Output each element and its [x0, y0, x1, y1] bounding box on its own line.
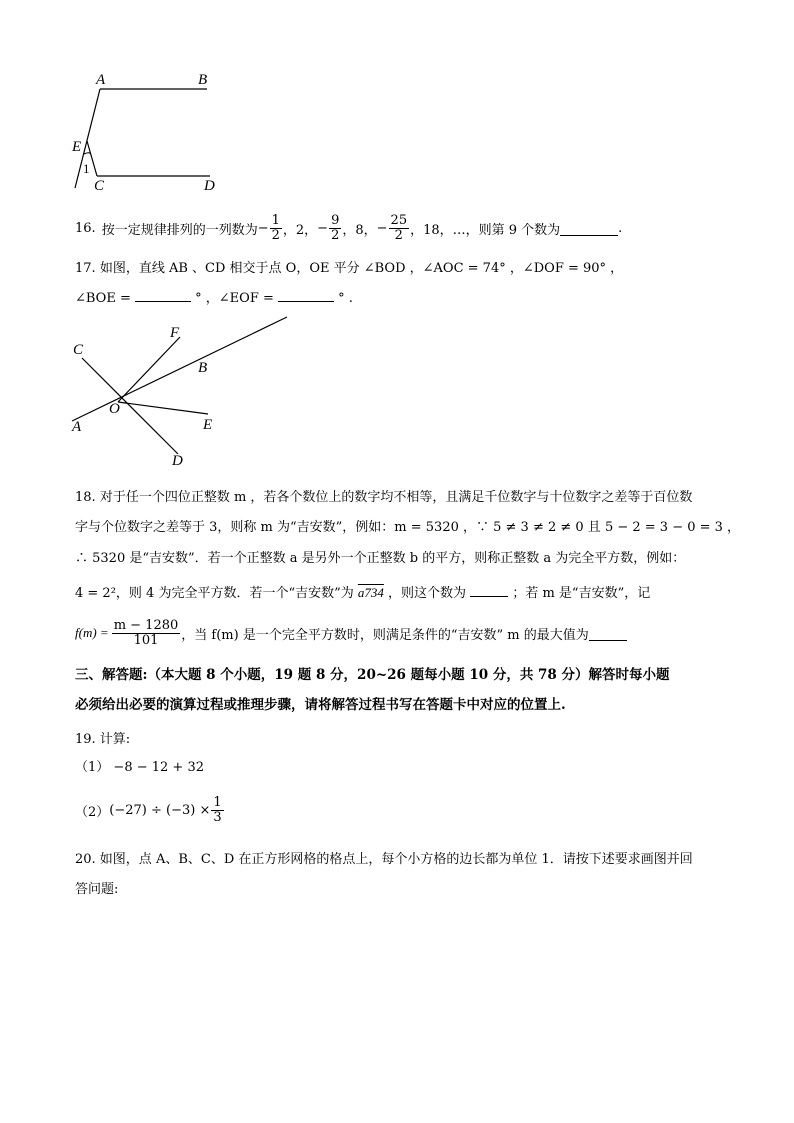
- section-3-heading-line2: 必须给出必要的演算过程或推理步骤，请将解答过程书写在答题卡中对应的位置上.: [75, 697, 566, 713]
- q17-answer-blank-2[interactable]: [278, 287, 334, 302]
- q18-f-lhs: f(m) =: [75, 625, 109, 640]
- q16-term1: $\frac{1}{2}$: [271, 212, 280, 243]
- q16-lead: 按一定规律排列的一列数为: [101, 222, 258, 238]
- q18-overline-number: a734: [357, 585, 384, 600]
- label-C: C: [73, 342, 84, 358]
- label-A: A: [72, 419, 82, 435]
- q18-text-line3: ∴ 5320 是“吉安数”．若一个正整数 a 是另外一个正整数 b 的平方，则称正整数 a 为完全平方数，例如：: [75, 551, 686, 566]
- q18-answer-blank-2[interactable]: [589, 626, 627, 641]
- label-angle-1: 1: [83, 161, 90, 176]
- q16-term5: $\frac{25}{2}$: [390, 212, 408, 243]
- q19-p1-expression: −8 − 12 + 32: [113, 760, 204, 775]
- question-17-line1: [75, 257, 623, 276]
- label-E: E: [72, 139, 82, 155]
- q18-text-line4c: ；若 m 是“吉安数”，记: [512, 586, 651, 601]
- q17-text-line2a: ∠BOE =: [75, 291, 131, 306]
- label-C: C: [94, 178, 105, 194]
- question-20-line2: 答问题:: [75, 882, 119, 897]
- question-19-title: 19. 计算:: [75, 732, 131, 747]
- q16-term2: ，2，: [282, 222, 318, 238]
- q18-text-line4a: 4 = 2²，则 4 为完全平方数．若一个“吉安数”为: [75, 586, 354, 601]
- question-17-line2: [75, 287, 353, 306]
- q18-answer-blank-1[interactable]: [470, 582, 508, 597]
- figure-q17: [60, 312, 300, 472]
- question-19-part1: [75, 756, 204, 775]
- q16-answer-blank[interactable]: [560, 221, 618, 236]
- q18-text-line4b: ，则这个数为: [388, 586, 467, 601]
- label-O: O: [109, 401, 120, 417]
- label-B: B: [198, 72, 208, 88]
- question-19-part2: [75, 790, 225, 830]
- label-D: D: [172, 453, 183, 469]
- q18-text-line5b: ，当 f(m) 是一个完全平方数时，则满足条件的“吉安数” m 的最大值为: [181, 627, 589, 643]
- q19-p2-expression: (−27) ÷ (−3) ×: [109, 802, 211, 818]
- figure-q15: [60, 62, 240, 200]
- q18-number: 18.: [75, 490, 96, 505]
- q17-text-line2c: ° .: [338, 291, 353, 306]
- q16-number: 16.: [75, 220, 96, 236]
- q16-tail: ，18，…，则第 9 个数为: [410, 222, 561, 238]
- question-20-line1: 20. 如图，点 A、B、C、D 在正方形网格的格点上，每个小方格的边长都为单位 1．请按下述要求画图并回: [75, 852, 693, 867]
- question-18-line4: [75, 582, 650, 601]
- question-18-line5: [75, 613, 627, 653]
- label-A: A: [96, 72, 106, 88]
- q16-term3: $\frac{9}{2}$: [331, 212, 340, 243]
- label-D: D: [204, 178, 215, 194]
- label-E: E: [203, 417, 213, 433]
- q17-text-line2b: ° ，∠EOF =: [195, 291, 274, 306]
- q19-p2-fraction: $\frac{1}{3}$: [213, 794, 222, 825]
- q17-number: 17.: [75, 261, 96, 276]
- q16-term4: ，8，: [342, 222, 377, 238]
- question-18-line2: [75, 516, 740, 535]
- label-F: F: [170, 325, 180, 341]
- question-16: 16. 按一定规律排列的一列数为 − $\frac{1}{2}$ ，2， − $\frac{9}{2}$ ，8， − $\frac{25}{2}$ ，18，…，则第 9 个数为 .: [75, 212, 623, 243]
- section-3-heading-line1: 三、解答题:（本大题 8 个小题，19 题 8 分，20~26 题每小题 10 分，共 78 分）解答时每小题: [75, 667, 670, 683]
- q18-text-line1: 对于任一个四位正整数 m ，若各个数位上的数字均不相等，且满足千位数字与十位数字之差等于百位数: [99, 490, 693, 505]
- q19-p1-label: （1）: [75, 760, 110, 775]
- question-18-line3: [75, 547, 685, 566]
- q16-end: .: [618, 220, 623, 236]
- label-B: B: [198, 360, 208, 376]
- question-18-line1: [75, 486, 692, 505]
- q17-answer-blank-1[interactable]: [135, 287, 191, 302]
- q18-f-fraction: $\frac{m - 1280}{101}$: [113, 617, 179, 648]
- q18-text-line2: 字与个位数字之差等于 3，则称 m 为“吉安数”，例如：m = 5320 ，∵ 5 ≠ 3 ≠ 2 ≠ 0 且 5 − 2 = 3 − 0 = 3 ，: [75, 520, 741, 535]
- q17-text-line1: 如图，直线 AB 、CD 相交于点 O，OE 平分 ∠BOD ，∠AOC = 74° ，∠DOF = 90° ，: [99, 261, 624, 276]
- q19-p2-label: （2）: [75, 804, 110, 820]
